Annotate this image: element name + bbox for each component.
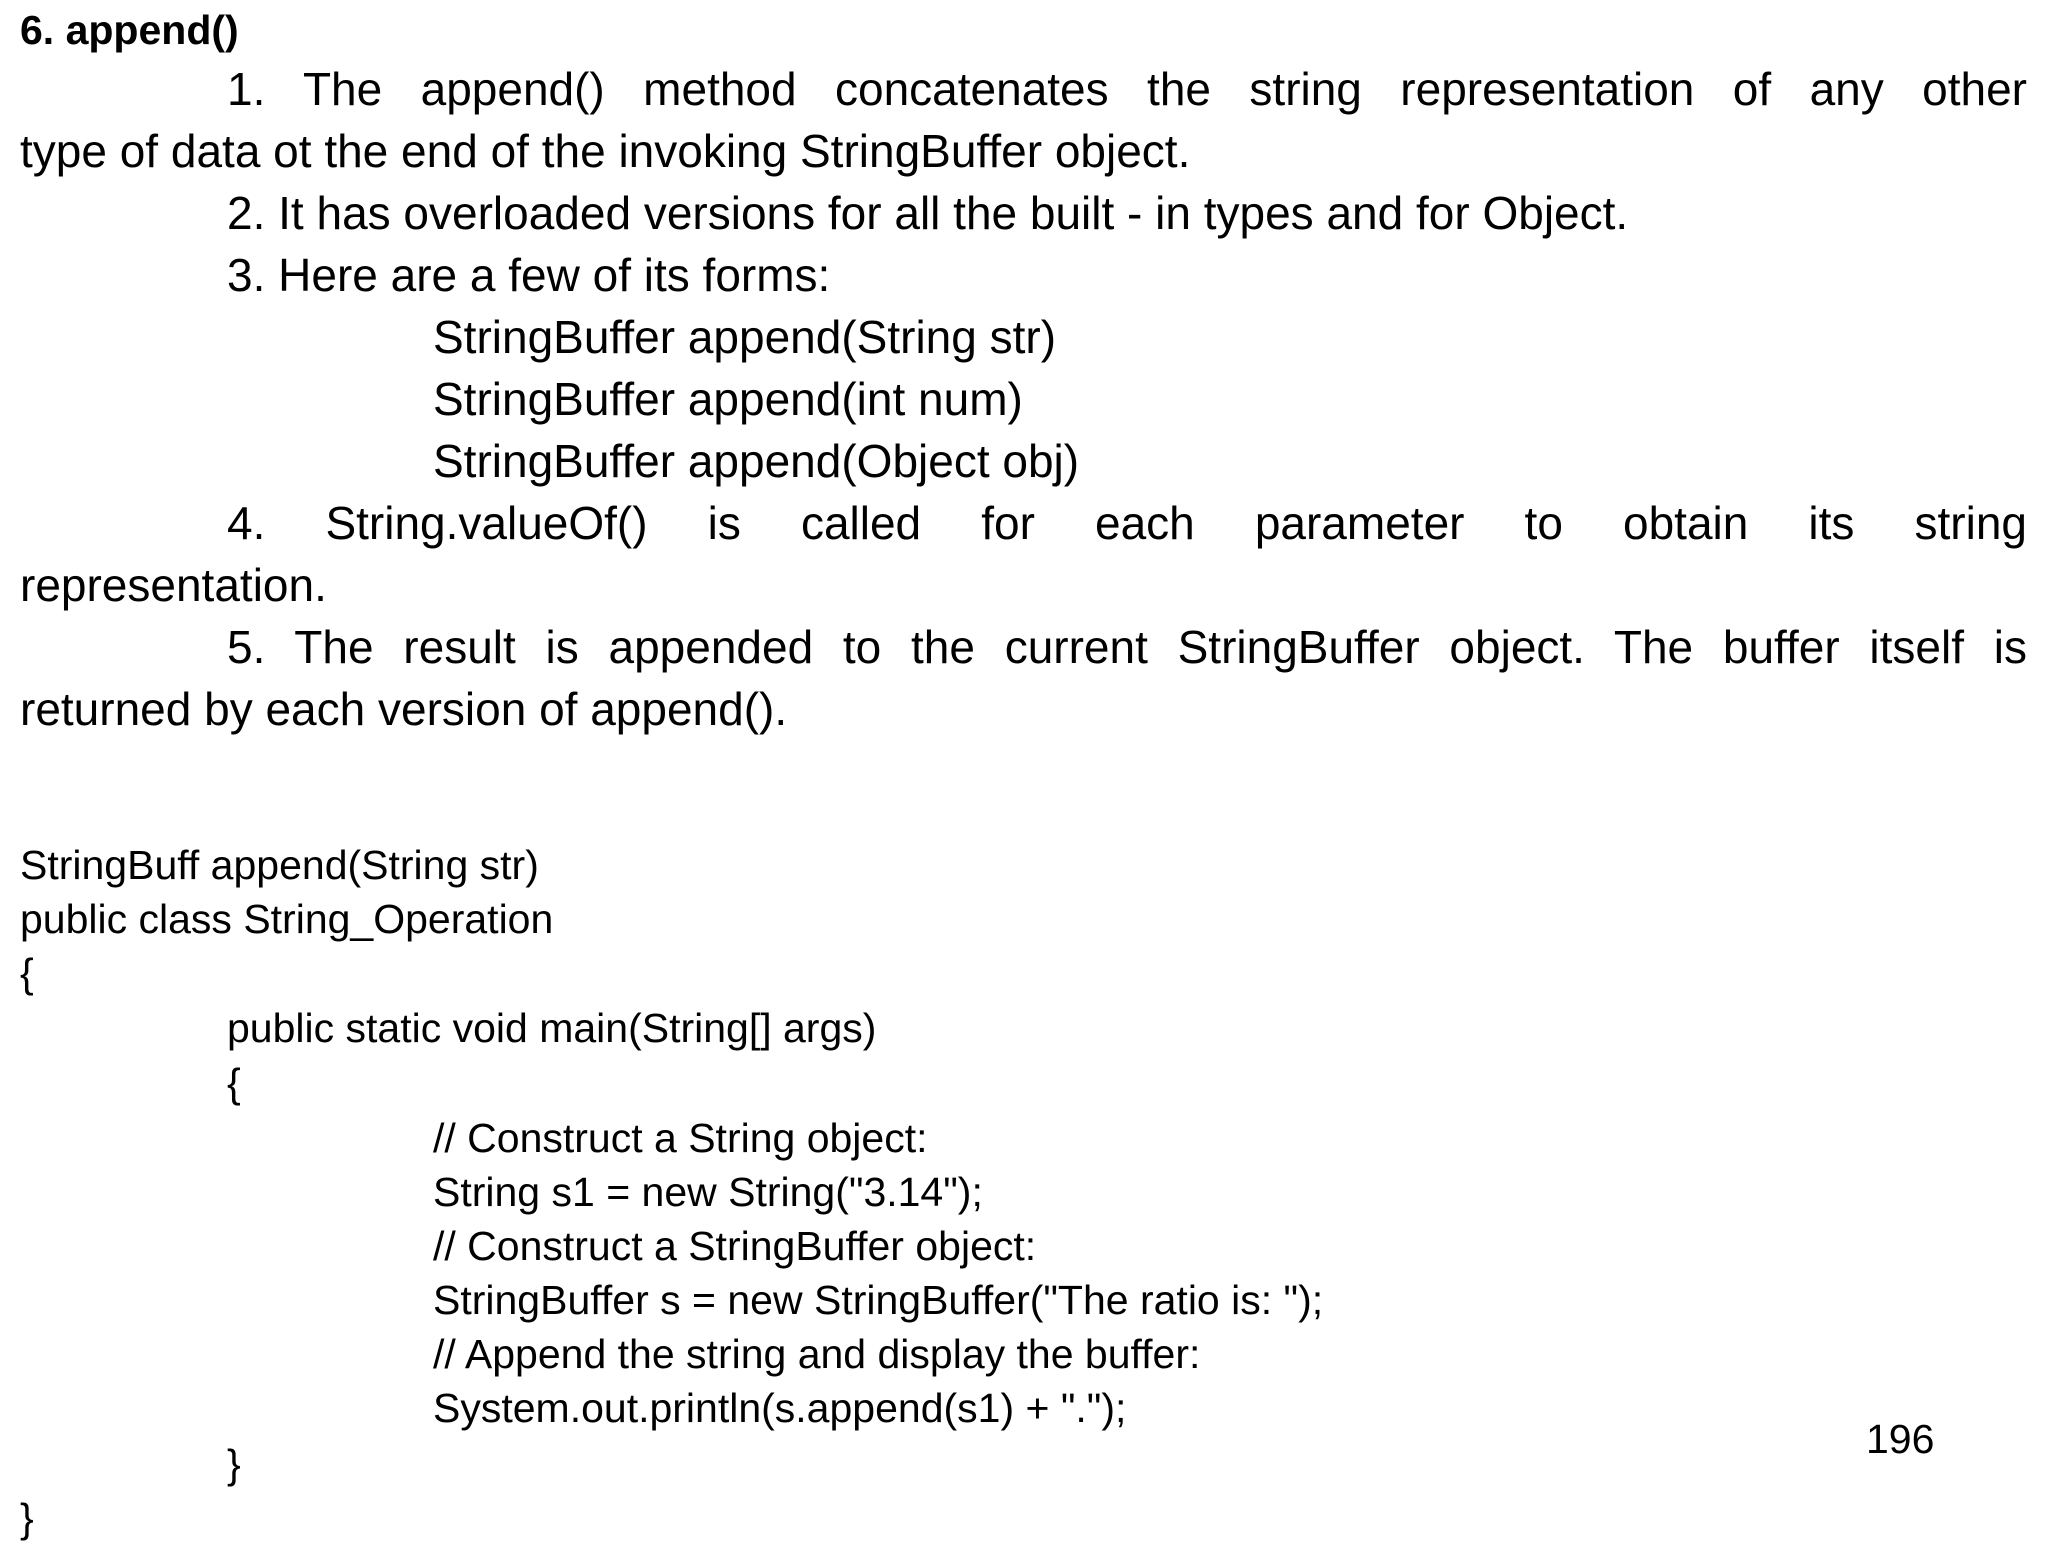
code-caption: StringBuff append(String str)	[20, 842, 539, 888]
code-main-open-brace: {	[227, 1060, 241, 1106]
code-line: // Construct a String object:	[433, 1115, 928, 1161]
code-line: System.out.println(s.append(s1) + ".");	[433, 1385, 1127, 1431]
code-line: StringBuffer s = new StringBuffer("The ratio is: ");	[433, 1277, 1324, 1323]
point-4-line-1: 4. String.valueOf() is called for each parameter to obtain its string	[227, 497, 2027, 549]
form-item: StringBuffer append(int num)	[433, 373, 1023, 425]
page-number: 196	[1866, 1416, 1935, 1462]
point-1-line-1: 1. The append() method concatenates the string representation of any other	[227, 63, 2027, 115]
point-5-line-2: returned by each version of append().	[20, 683, 788, 735]
point-2-line-1: 2. It has overloaded versions for all the built - in types and for Object.	[227, 187, 1629, 239]
code-open-brace: {	[20, 950, 34, 996]
form-item: StringBuffer append(String str)	[433, 311, 1057, 363]
point-5-line-1: 5. The result is appended to the current StringBuffer object. The buffer itself is	[227, 621, 2027, 673]
code-main-declaration: public static void main(String[] args)	[227, 1005, 877, 1051]
point-3-line-1: 3. Here are a few of its forms:	[227, 249, 831, 301]
point-4-line-2: representation.	[20, 559, 327, 611]
code-line: String s1 = new String("3.14");	[433, 1169, 983, 1215]
point-1-line-2: type of data ot the end of the invoking StringBuffer object.	[20, 125, 1191, 177]
code-line: // Append the string and display the buffer:	[433, 1331, 1201, 1377]
code-close-brace: }	[20, 1495, 34, 1541]
form-item: StringBuffer append(Object obj)	[433, 435, 1080, 487]
code-line: // Construct a StringBuffer object:	[433, 1223, 1037, 1269]
section-heading: 6. append()	[20, 7, 239, 53]
code-main-close-brace: }	[227, 1441, 241, 1487]
code-class-declaration: public class String_Operation	[20, 896, 554, 942]
